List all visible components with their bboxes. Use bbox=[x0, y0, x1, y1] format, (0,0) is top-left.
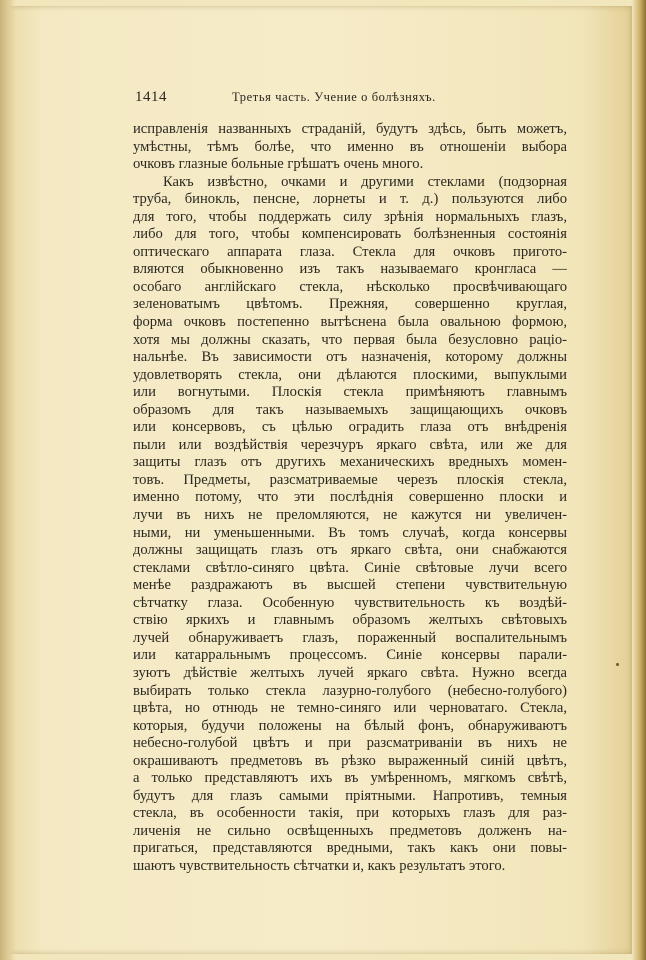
text-line: пригаться, представляются вредными, такъ какъ они повы- bbox=[133, 840, 567, 857]
text-line: удовлетворять стекла, они дѣлаются плоскими, выпуклыми bbox=[133, 366, 567, 383]
text-line: вляются обыкновенно изъ такъ называемаго кронгласа — bbox=[133, 261, 567, 278]
text-line: товъ. Предметы, разсматриваемые черезъ плоскія стекла, bbox=[133, 471, 567, 488]
text-line: Какъ извѣстно, очками и другими стеклами (подзорная bbox=[163, 173, 567, 190]
text-line: лучей обнаруживаетъ глазъ, пораженный воспалительнымъ bbox=[133, 629, 567, 646]
text-line: стеклами свѣтло-синяго цвѣта. Синіе свѣтовые лучи всего bbox=[133, 559, 567, 576]
text-line: сѣтчатку глаза. Особенную чувствительность къ воздѣй- bbox=[133, 594, 567, 611]
text-line: лучи въ нихъ не преломляются, не кажутся ни увеличен- bbox=[133, 507, 567, 524]
text-line: либо для того, чтобы компенсировать болѣзненныя состоянія bbox=[133, 226, 567, 243]
text-line: ствію яркихъ и главнымъ образомъ желтыхъ свѣтовыхъ bbox=[133, 612, 567, 629]
text-line: стекла, въ особенности такія, при которыхъ глазъ для раз- bbox=[133, 805, 567, 822]
text-line: ными, ни уменьшенными. Въ томъ случаѣ, когда консервы bbox=[133, 524, 567, 541]
text-line: цвѣта, но отнюдь не темно-синяго или черноватаго. Стекла, bbox=[133, 700, 567, 717]
text-line: оптическаго аппарата глаза. Стекла для очковъ пригото- bbox=[133, 243, 567, 260]
text-line: зеленоватымъ цвѣтомъ. Прежняя, совершенно круглая, bbox=[133, 296, 567, 313]
text-line: шаютъ чувствительность сѣтчатки и, какъ результатъ этого. bbox=[133, 857, 506, 874]
text-line: менѣе раздражаютъ въ высшей степени чувствительную bbox=[133, 577, 567, 594]
text-line: или катарральнымъ процессомъ. Синіе консервы парали- bbox=[133, 647, 567, 664]
text-line: или консервовъ, съ цѣлью оградить глаза отъ внѣдренія bbox=[133, 419, 567, 436]
text-line: зуютъ дѣйствіе желтыхъ лучей яркаго свѣта. Нужно всегда bbox=[133, 664, 567, 681]
text-line: выбирать только стекла лазурно-голубого (небесно-голубого) bbox=[133, 682, 567, 699]
page-right-edge bbox=[632, 0, 646, 960]
text-line: личенія не сильно освѣщенныхъ предметовъ долженъ на- bbox=[133, 822, 567, 839]
page-gutter-edge bbox=[0, 0, 16, 960]
text-line: форма очковъ постепенно вытѣснена была овальною формою, bbox=[133, 314, 567, 331]
text-line: окрашиваютъ предметовъ въ рѣзко выраженный синій цвѣтъ, bbox=[133, 752, 567, 769]
text-line: труба, бинокль, пенсне, лорнеты и т. д.) пользуются либо bbox=[133, 191, 567, 208]
body-text bbox=[133, 121, 567, 876]
text-line: пыли или воздѣйствія черезчуръ яркаго свѣта, или же для bbox=[133, 436, 567, 453]
text-line: защиты глазъ отъ другихъ механическихъ вредныхъ момен- bbox=[133, 454, 567, 471]
running-head: Третья часть. Учение о болѣзняхъ. bbox=[232, 90, 436, 104]
text-line: умѣстны, тѣмъ болѣе, что именно въ отношеніи выбора bbox=[133, 138, 567, 155]
text-line: для того, чтобы поддержать силу зрѣнія нормальныхъ глазъ, bbox=[133, 208, 567, 225]
text-line: особаго англійскаго стекла, нѣсколько просвѣчивающаго bbox=[133, 278, 567, 295]
text-line: именно потому, что эти послѣднія совершенно плоски и bbox=[133, 489, 567, 506]
paper-spot bbox=[616, 663, 619, 666]
text-line: нальнѣе. Въ зависимости отъ назначенія, которому должны bbox=[133, 349, 567, 366]
text-line: должны защищать глазъ отъ яркаго свѣта, они снабжаются bbox=[133, 542, 567, 559]
page-header bbox=[135, 89, 555, 111]
text-line: будутъ для глазъ самыми пріятными. Напротивъ, темныя bbox=[133, 787, 567, 804]
text-line: очковъ глазные больные грѣшатъ очень много. bbox=[133, 156, 424, 173]
text-line: а только представляютъ ихъ въ умѣренномъ, мягкомъ свѣтѣ, bbox=[133, 770, 567, 787]
text-line: хотя мы должны сказать, что первая была безусловно раціо- bbox=[133, 331, 567, 348]
text-line: которыя, будучи положены на бѣлый фонъ, обнаруживаютъ bbox=[133, 717, 567, 734]
text-line: или вогнутыми. Плоскія стекла примѣняютъ главнымъ bbox=[133, 384, 567, 401]
text-line: образомъ для такъ называемыхъ защищающихъ очковъ bbox=[133, 401, 567, 418]
text-line: исправленія названныхъ страданій, будутъ здѣсь, быть можетъ, bbox=[133, 121, 567, 137]
text-line: небесно-голубой цвѣтъ и при разсматриваніи въ нихъ не bbox=[133, 735, 567, 752]
page-number: 1414 bbox=[135, 89, 167, 105]
